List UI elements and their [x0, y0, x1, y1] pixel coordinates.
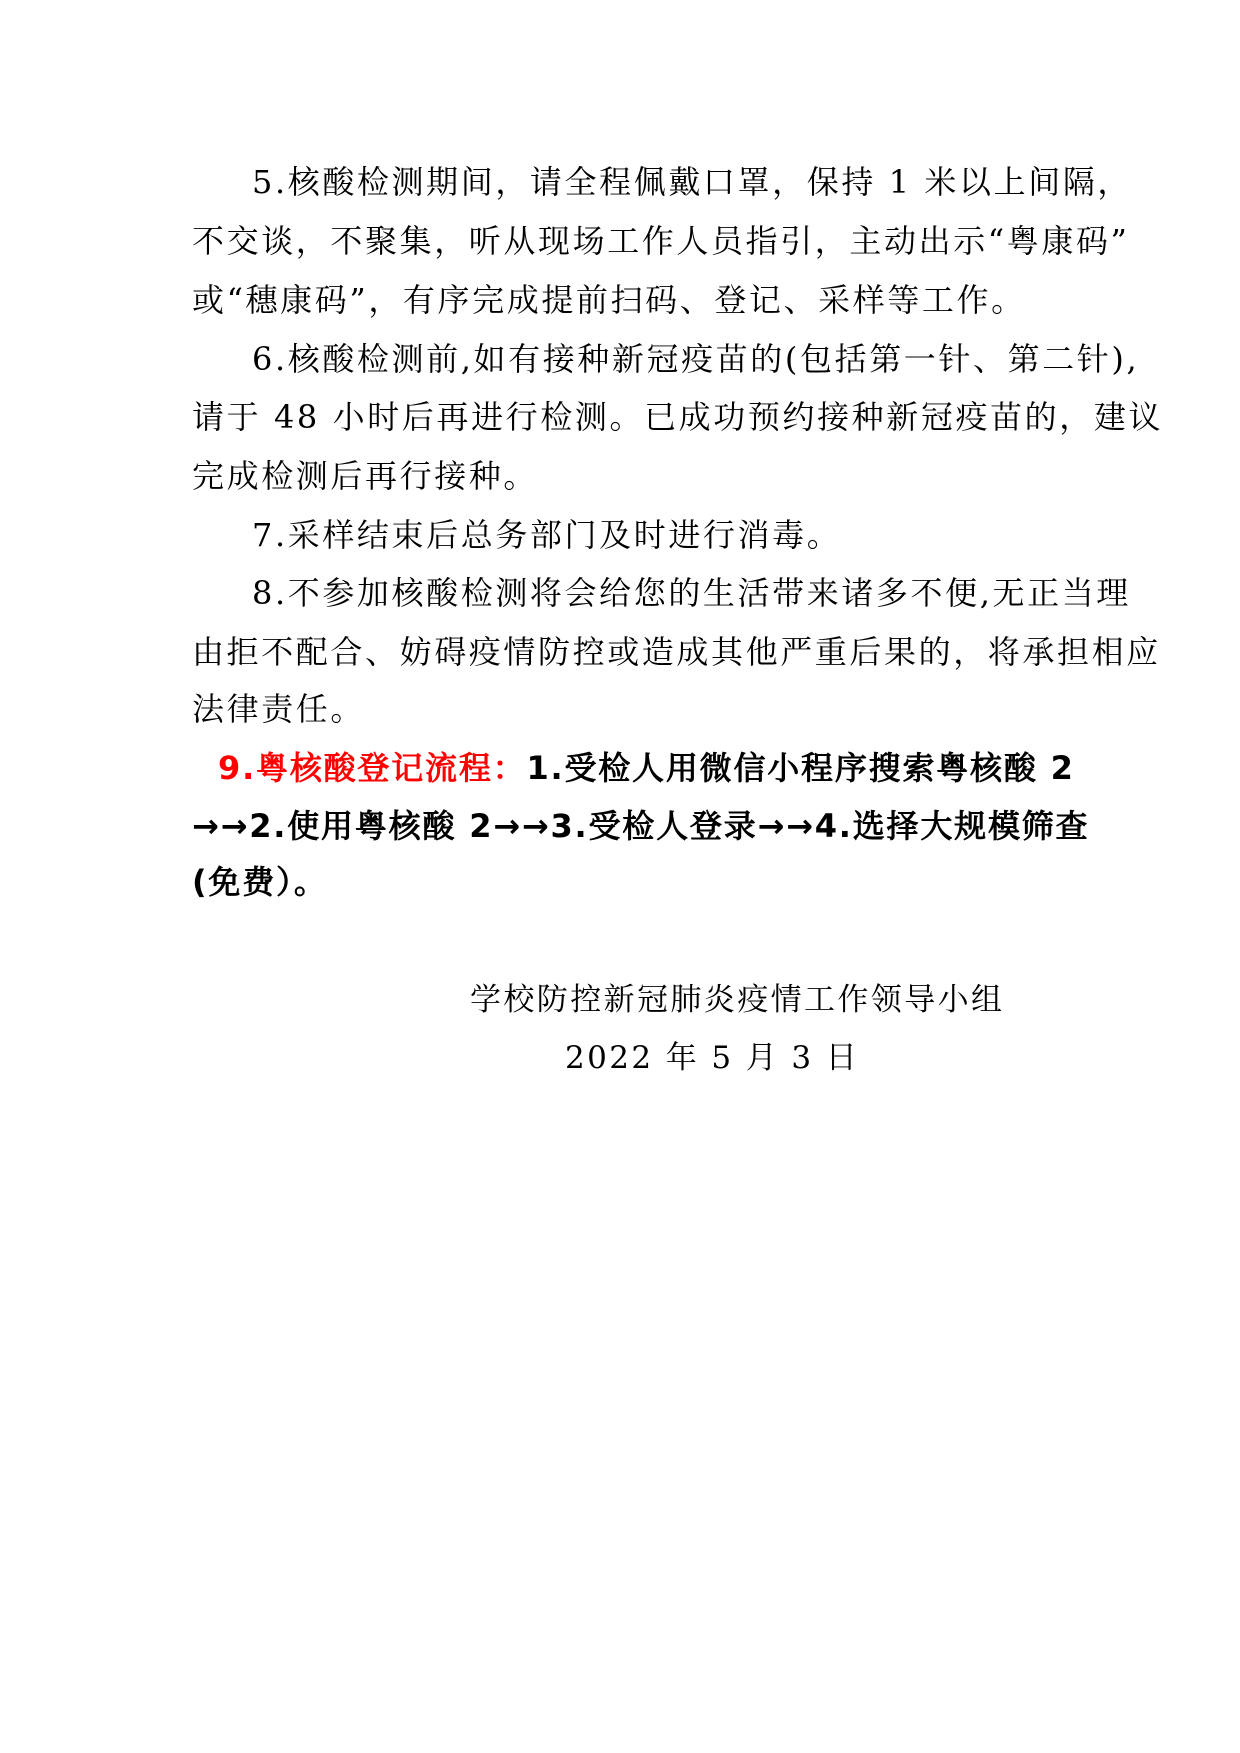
signature-organization: 学校防控新冠肺炎疫情工作领导小组 [470, 982, 1005, 1018]
item-8-line-2: 由拒不配合、妨碍疫情防控或造成其他严重后果的，将承担相应 [192, 633, 1161, 671]
item-5-line-2: 不交谈，不聚集，听从现场工作人员指引，主动出示“粤康码” [192, 222, 1130, 260]
item-8-line-1: 8.不参加核酸检测将会给您的生活带来诸多不便,无正当理 [252, 574, 1131, 612]
item-5-line-3: 或“穗康码”，有序完成提前扫码、登记、采样等工作。 [192, 281, 1026, 319]
item-9-line-3: (免费）。 [192, 863, 328, 901]
item-5-line-1: 5.核酸检测期间，请全程佩戴口罩，保持 1 米以上间隔， [252, 163, 1133, 201]
signature-date: 2022 年 5 月 3 日 [565, 1040, 860, 1076]
item-6-line-3: 完成检测后再行接种。 [192, 457, 539, 495]
item-9-heading: 9.粤核酸登记流程： [218, 749, 527, 787]
item-8-line-3: 法律责任。 [192, 690, 366, 728]
item-9-line-1 [218, 748, 1088, 788]
item-9-line-1-text: 1.受检人用微信小程序搜索粤核酸 2 [526, 749, 1075, 787]
item-7-line-1: 7.采样结束后总务部门及时进行消毒。 [252, 516, 842, 554]
item-9-line-2: →→2.使用粤核酸 2→→3.受检人登录→→4.选择大规模筛查 [192, 807, 1090, 845]
item-6-line-2: 请于 48 小时后再进行检测。已成功预约接种新冠疫苗的，建议 [192, 398, 1164, 436]
item-6-line-1: 6.核酸检测前,如有接种新冠疫苗的(包括第一针、第二针), [252, 340, 1140, 378]
